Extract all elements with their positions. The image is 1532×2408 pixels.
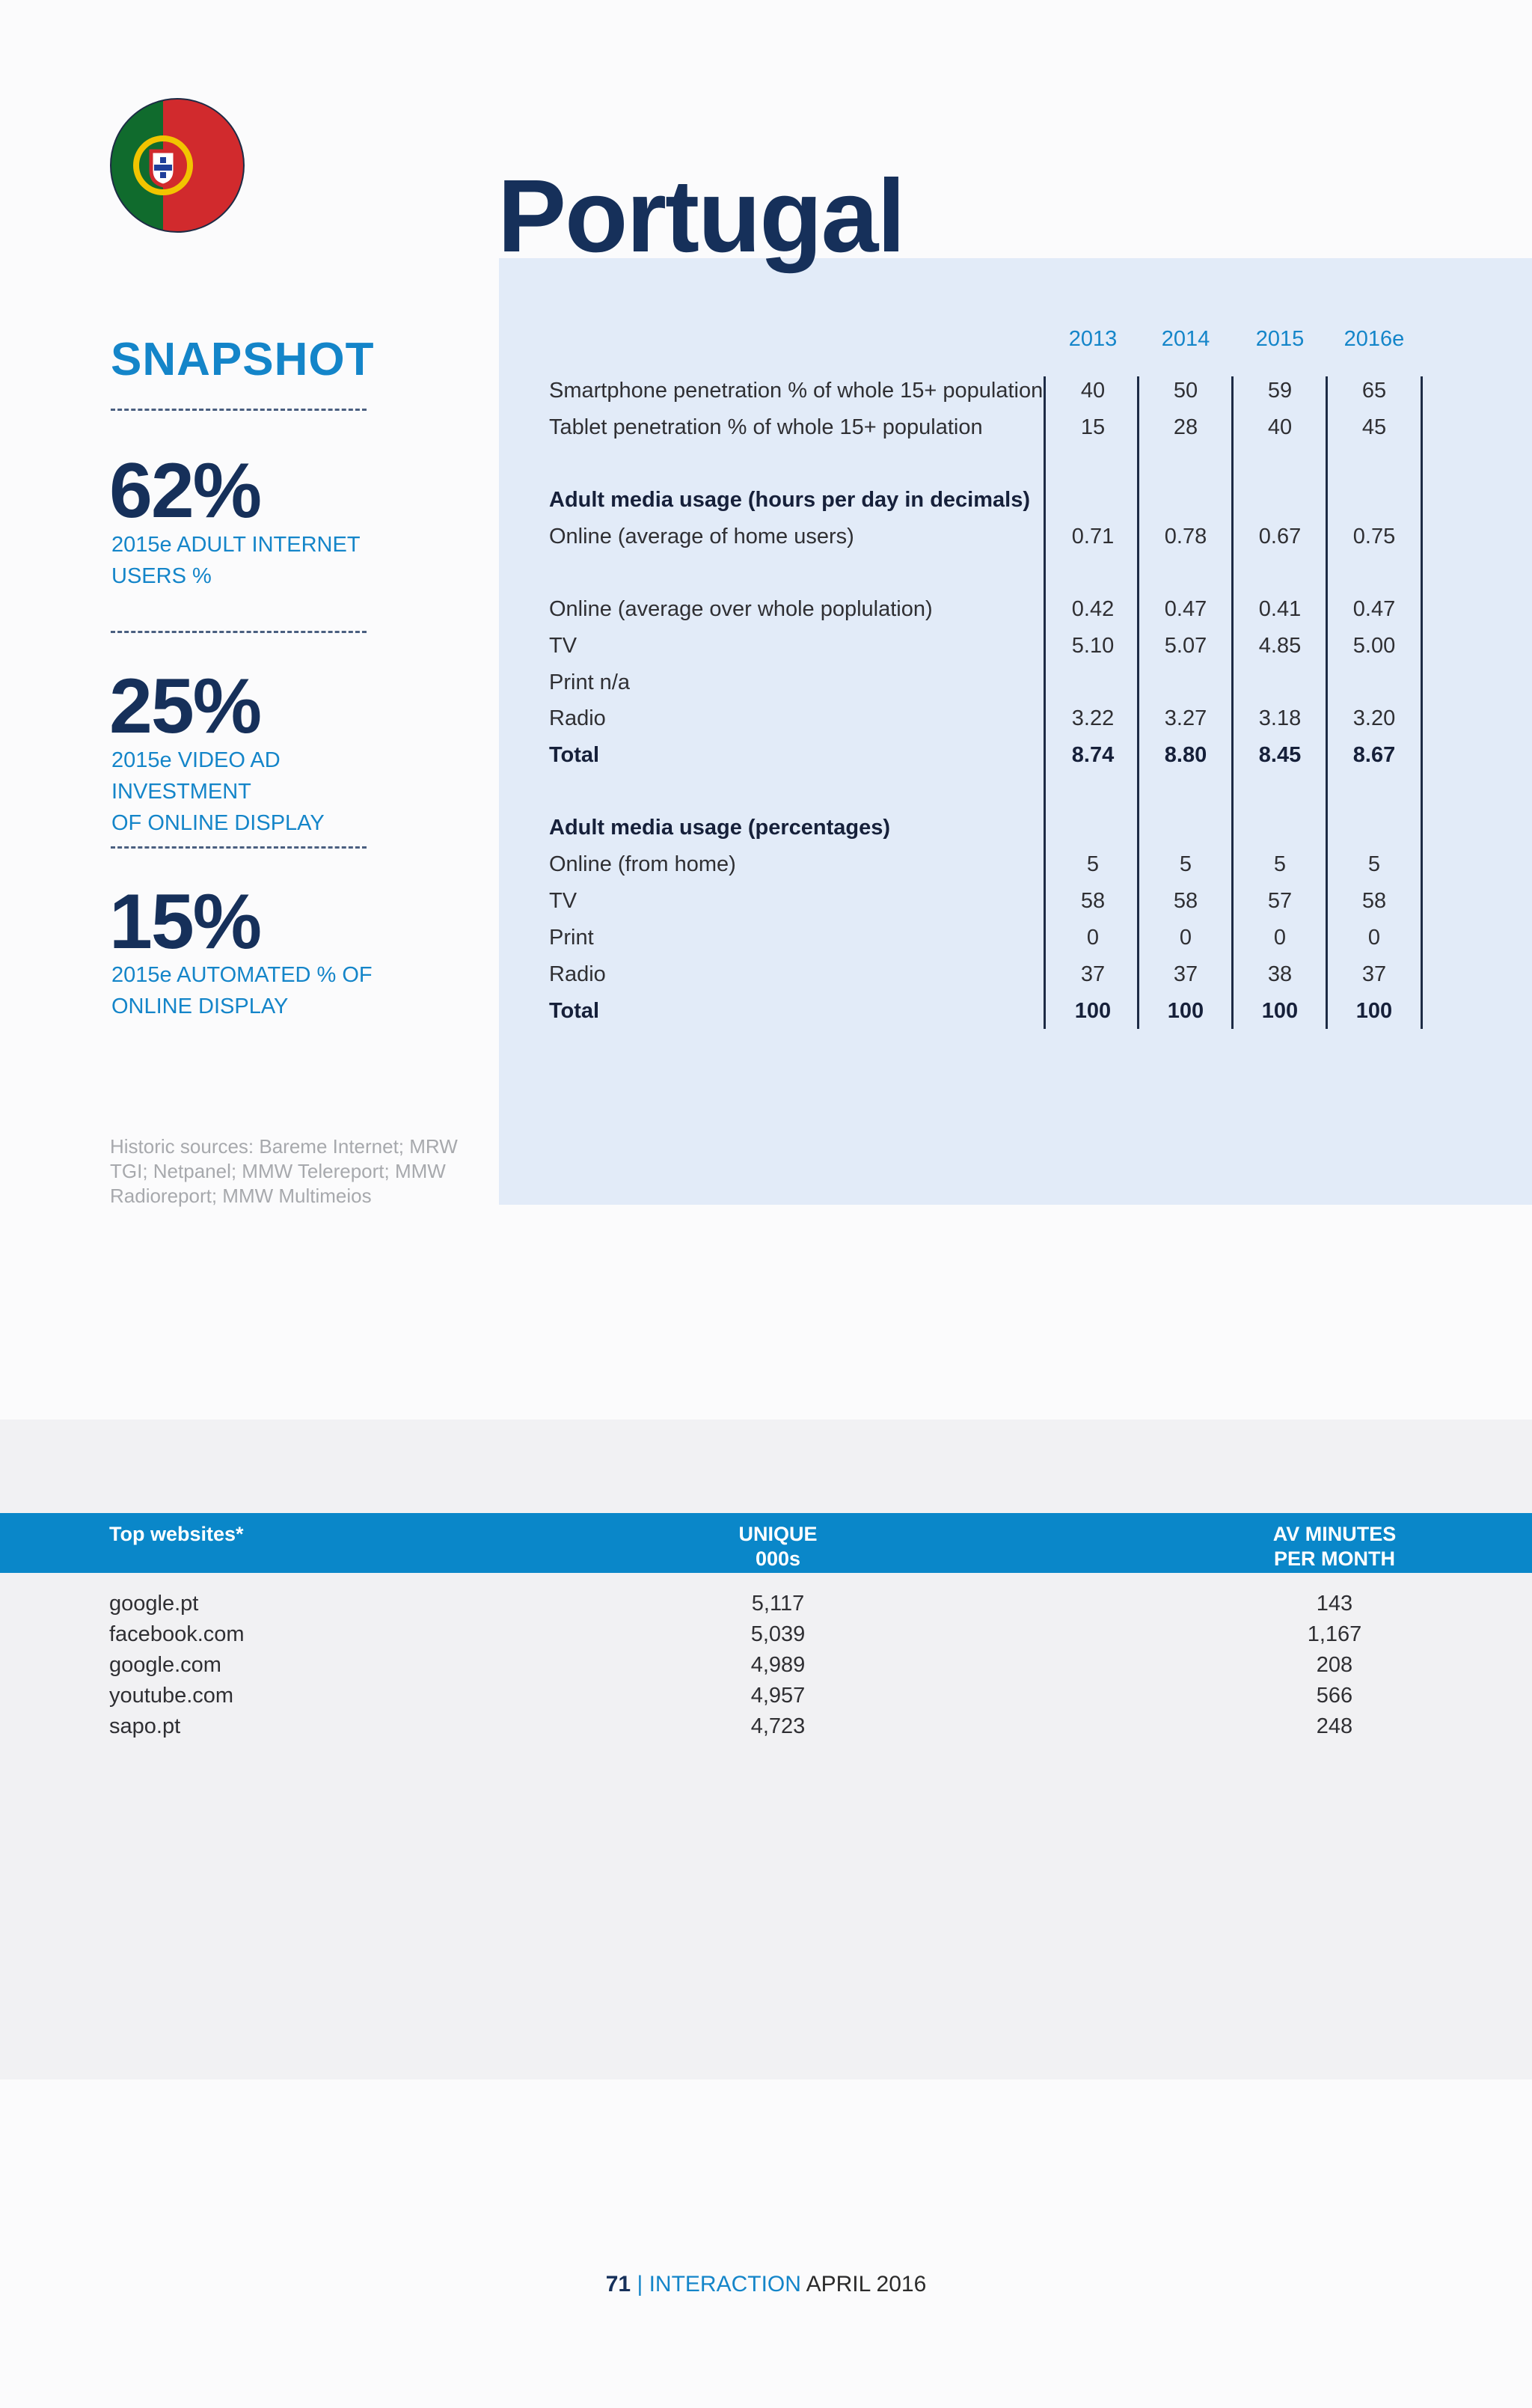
header-unique [703,1522,853,1571]
row-label: Smartphone penetration % of whole 15+ population [549,379,1044,403]
row-value: 0 [1273,926,1287,950]
stat-value-video-ad: 25% [109,663,261,750]
table-row [0,597,1532,633]
table-row [0,670,1532,706]
website-unique: 4,989 [750,1653,806,1677]
row-label: Radio [549,706,606,730]
section-label: Adult media usage (hours per day in decimals) [549,488,1030,512]
website-minutes: 143 [1316,1592,1353,1616]
row-label: Online (from home) [549,852,736,876]
row-value: 3.18 [1258,706,1302,730]
row-value: 8.80 [1164,743,1207,767]
table-row [0,415,1532,451]
header-line: PER MONTH [1274,1547,1395,1570]
row-value: 50 [1173,379,1198,403]
row-value: 0.78 [1164,525,1207,548]
row-value: 0.75 [1352,525,1396,548]
row-value: 38 [1267,962,1293,986]
row-value: 5 [1086,852,1100,876]
table-row [0,525,1532,560]
row-value: 65 [1361,379,1387,403]
header-top-websites: Top websites* [109,1523,244,1545]
row-value: 40 [1267,415,1293,439]
year-header: 2014 [1161,327,1210,351]
website-minutes: 1,167 [1307,1622,1362,1646]
row-value: 5.00 [1352,634,1396,658]
year-header: 2016e [1343,327,1405,351]
website-name: youtube.com [109,1684,234,1708]
row-value: 0.47 [1164,597,1207,621]
publication-date: APRIL 2016 [800,2272,927,2297]
table-row [0,962,1532,998]
row-value: 100 [1074,999,1112,1023]
row-label: Print n/a [549,670,630,694]
website-row [0,1653,1532,1683]
table-row [0,926,1532,962]
row-value: 0.41 [1258,597,1302,621]
row-value: 0.67 [1258,525,1302,548]
snapshot-heading: SNAPSHOT [111,334,375,385]
stat-label-line: 2015e VIDEO AD INVESTMENT [111,748,281,804]
website-minutes: 566 [1316,1684,1353,1708]
row-value: 3.20 [1352,706,1396,730]
row-value: 40 [1080,379,1106,403]
website-name: google.com [109,1653,221,1677]
header-line: UNIQUE [738,1523,818,1545]
table-total-row [0,743,1532,779]
page-number: 71 [605,2272,631,2297]
portugal-flag-icon [109,97,245,233]
row-value: 8.74 [1071,743,1115,767]
footer-separator: | [631,2272,649,2297]
row-value: 0.71 [1071,525,1115,548]
website-name: facebook.com [109,1622,245,1646]
website-unique: 4,723 [750,1714,806,1738]
publication-name: INTERACTION [649,2272,801,2297]
row-label: Total [549,743,600,767]
row-value: 58 [1080,889,1106,913]
year-header: 2013 [1068,327,1118,351]
row-value: 0.47 [1352,597,1396,621]
table-row [0,706,1532,742]
row-value: 100 [1167,999,1204,1023]
row-value: 15 [1080,415,1106,439]
table-row [0,634,1532,670]
row-label: TV [549,889,577,913]
table-total-row [0,999,1532,1035]
website-row [0,1592,1532,1622]
website-name: google.pt [109,1592,199,1616]
row-value: 5 [1273,852,1287,876]
row-label: Total [549,999,600,1023]
website-row [0,1714,1532,1744]
year-header: 2015 [1255,327,1305,351]
row-value: 0 [1367,926,1381,950]
table-row [0,889,1532,925]
row-value: 4.85 [1258,634,1302,658]
stat-label-line: OF ONLINE DISPLAY [111,811,325,835]
page-footer [0,2272,1532,2297]
row-value: 58 [1361,889,1387,913]
row-value: 5 [1367,852,1381,876]
row-value: 0 [1179,926,1192,950]
sources-line: TGI; Netpanel; MMW Telereport; MMW [110,1160,446,1182]
stat-value-internet-users: 62% [109,447,261,534]
header-line: 000s [755,1547,801,1570]
row-label: TV [549,634,577,658]
row-value: 0 [1086,926,1100,950]
row-value: 28 [1173,415,1198,439]
row-label: Radio [549,962,606,986]
historic-sources [110,1134,462,1208]
row-value: 3.22 [1071,706,1115,730]
row-value: 100 [1261,999,1299,1023]
table-row [0,852,1532,888]
stat-label-line: 2015e AUTOMATED % OF [111,963,373,987]
website-minutes: 248 [1316,1714,1353,1738]
section-label: Adult media usage (percentages) [549,816,891,840]
websites-header-bar [0,1513,1532,1573]
website-unique: 5,117 [751,1592,805,1616]
row-value: 8.45 [1258,743,1302,767]
row-value: 57 [1267,889,1293,913]
sources-line: Radioreport; MMW Multimeios [110,1185,372,1207]
row-value: 3.27 [1164,706,1207,730]
row-value: 37 [1361,962,1387,986]
stat-label-line: ONLINE DISPLAY [111,994,289,1018]
row-label: Tablet penetration % of whole 15+ population [549,415,983,439]
page-title: Portugal [497,159,904,274]
row-value: 37 [1173,962,1198,986]
row-value: 37 [1080,962,1106,986]
website-unique: 5,039 [750,1622,806,1646]
row-label: Print [549,926,594,950]
website-name: sapo.pt [109,1714,181,1738]
website-minutes: 208 [1316,1653,1353,1677]
row-value: 45 [1361,415,1387,439]
website-row [0,1622,1532,1652]
row-label: Online (average of home users) [549,525,854,548]
row-value: 5.10 [1071,634,1115,658]
table-row [0,379,1532,415]
stat-value-automated: 15% [109,878,261,965]
row-value: 0.42 [1071,597,1115,621]
stat-label-line: USERS % [111,564,212,588]
sources-line: Historic sources: Bareme Internet; MRW [110,1135,458,1158]
header-av-minutes [1260,1522,1409,1571]
row-value: 8.67 [1352,743,1396,767]
website-unique: 4,957 [750,1684,806,1708]
row-value: 59 [1267,379,1293,403]
row-value: 100 [1355,999,1393,1023]
row-value: 58 [1173,889,1198,913]
row-label: Online (average over whole poplulation) [549,597,933,621]
row-value: 5 [1179,852,1192,876]
header-line: AV MINUTES [1272,1523,1397,1545]
website-row [0,1684,1532,1714]
row-value: 5.07 [1164,634,1207,658]
year-header-row [0,327,1532,357]
table-section-heading [0,816,1532,852]
table-section-heading [0,488,1532,524]
stat-label-line: 2015e ADULT INTERNET [111,533,361,557]
